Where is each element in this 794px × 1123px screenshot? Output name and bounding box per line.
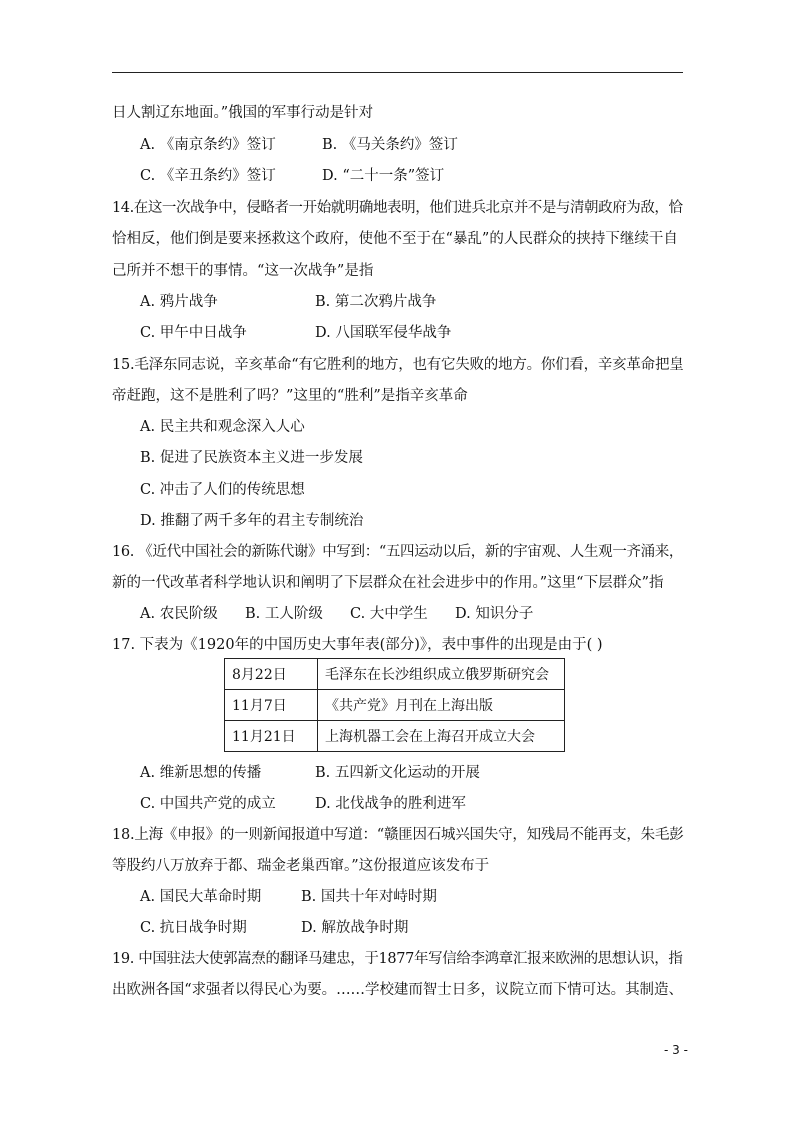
table-cell-date: 8月22日: [225, 659, 318, 690]
q15-option-d: D. 推翻了两千多年的君主专制统治: [140, 513, 364, 529]
q15-option-b: B. 促进了民族资本主义进一步发展: [140, 450, 363, 466]
q18-line-1: 18.上海《申报》的一则新闻报道中写道：“赣匪因石城兴国失守，知残局不能再支，朱毛彭: [112, 827, 684, 843]
header-rule: [112, 72, 683, 73]
q14-line-1: 14.在这一次战争中，侵略者一开始就明确地表明，他们进兵北京并不是与清朝政府为敌，恰: [112, 200, 683, 216]
q14-line-3: 己所并不想干的事情。“这一次战争”是指: [112, 263, 374, 279]
q14-option-b: B. 第二次鸦片战争: [315, 294, 437, 310]
q14-option-c: C. 甲午中日战争: [140, 325, 247, 341]
q16-option-b: B. 工人阶级: [245, 606, 323, 622]
q13-stem: 日人割辽东地面。”俄国的军事行动是针对: [112, 105, 374, 121]
q15-option-a: A. 民主共和观念深入人心: [140, 419, 305, 435]
q13-option-a: A. 《南京条约》签订: [140, 137, 276, 153]
q14-line-2: 恰相反，他们倒是要来拯救这个政府，使他不至于在“暴乱”的人民群众的挟持下继续干自: [112, 231, 678, 247]
q18-option-a: A. 国民大革命时期: [140, 889, 262, 905]
q19-line-2: 出欧洲各国“求强者以得民心为要。……学校建而智士日多，议院立而下情可达。其制造、: [112, 982, 683, 998]
q17-option-a: A. 维新思想的传播: [140, 765, 262, 781]
q14-option-d: D. 八国联军侵华战争: [315, 325, 452, 341]
q13-option-b: B. 《马关条约》签订: [322, 137, 458, 153]
q18-option-c: C. 抗日战争时期: [140, 920, 247, 936]
q13-option-d: D. “二十一条”签订: [322, 168, 445, 184]
q15-option-c: C. 冲击了人们的传统思想: [140, 482, 305, 498]
q17-option-d: D. 北伐战争的胜利进军: [315, 796, 466, 812]
q16-option-c: C. 大中学生: [350, 606, 428, 622]
page-number: - 3 -: [664, 1043, 688, 1057]
q17-option-b: B. 五四新文化运动的开展: [315, 765, 480, 781]
table-row: [225, 659, 565, 690]
table-row: [225, 690, 565, 721]
table-cell-event: 上海机器工会在上海召开成立大会: [318, 721, 565, 752]
table-cell-date: 11月21日: [225, 721, 318, 752]
q15-line-1: 15.毛泽东同志说，辛亥革命“有它胜利的地方，也有它失败的地方。你们看，辛亥革命把皇: [112, 357, 684, 373]
table-cell-date: 11月7日: [225, 690, 318, 721]
table-cell-event: 《共产党》月刊在上海出版: [318, 690, 565, 721]
q17-option-c: C. 中国共产党的成立: [140, 796, 276, 812]
q18-line-2: 等股约八万放弃于都、瑞金老巢西窜。”这份报道应该发布于: [112, 858, 490, 874]
q17-stem: 17. 下表为《1920年的中国历史大事年表(部分)》，表中事件的出现是由于( ): [112, 637, 603, 653]
q16-option-d: D. 知识分子: [455, 606, 534, 622]
q19-line-1: 19. 中国驻法大使郭嵩焘的翻译马建忠，于1877年写信给李鸿章汇报来欧洲的思想认识，指: [112, 951, 683, 967]
q18-option-d: D. 解放战争时期: [301, 920, 409, 936]
table-row: [225, 721, 565, 752]
q16-line-1: 16. 《近代中国社会的新陈代谢》中写到：“五四运动以后，新的宇宙观、人生观一齐涌来，: [112, 544, 684, 560]
q15-line-2: 帝赶跑，这不是胜利了吗？”这里的“胜利”是指辛亥革命: [112, 388, 468, 404]
q16-line-2: 新的一代改革者科学地认识和阐明了下层群众在社会进步中的作用。”这里“下层群众”指: [112, 575, 664, 591]
table-cell-event: 毛泽东在长沙组织成立俄罗斯研究会: [318, 659, 565, 690]
q17-events-table: [224, 658, 565, 752]
q14-option-a: A. 鸦片战争: [140, 294, 218, 310]
q18-option-b: B. 国共十年对峙时期: [301, 889, 437, 905]
q16-option-a: A. 农民阶级: [140, 606, 218, 622]
q13-option-c: C. 《辛丑条约》签订: [140, 168, 276, 184]
